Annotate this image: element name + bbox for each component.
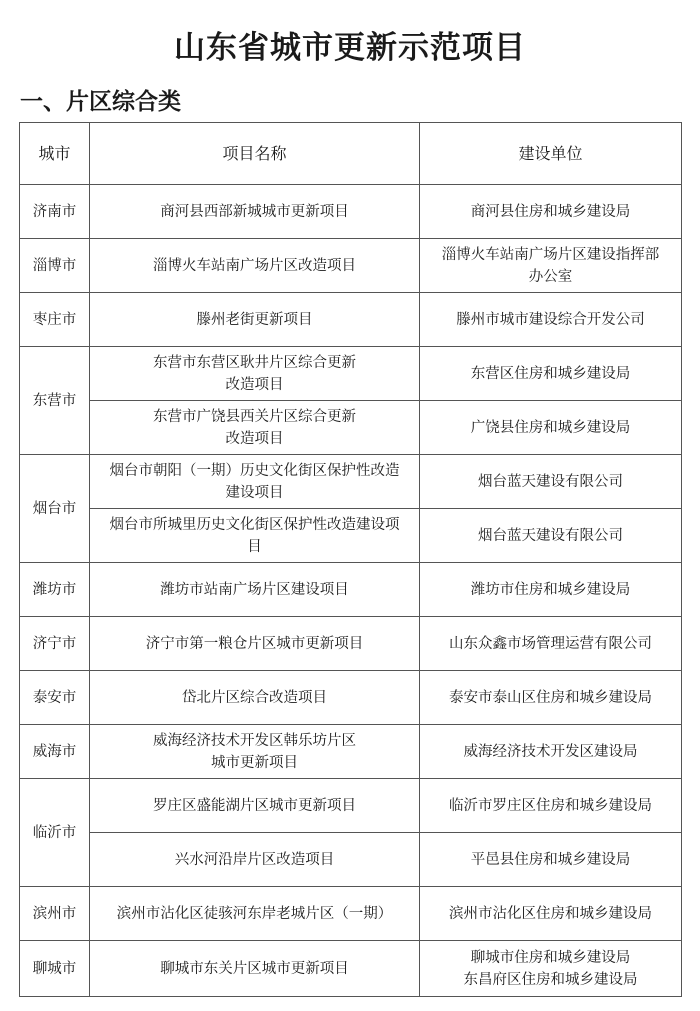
header-project-name: 项目名称	[90, 123, 420, 185]
header-construction-unit: 建设单位	[420, 123, 682, 185]
city-cell: 潍坊市	[20, 563, 90, 617]
construction-unit-cell: 广饶县住房和城乡建设局	[420, 401, 682, 455]
project-name-cell: 潍坊市站南广场片区建设项目	[90, 563, 420, 617]
construction-unit-cell: 东营区住房和城乡建设局	[420, 347, 682, 401]
construction-unit-cell: 淄博火车站南广场片区建设指挥部 办公室	[420, 239, 682, 293]
table-row	[20, 833, 682, 887]
project-name-cell: 烟台市朝阳（一期）历史文化街区保护性改造 建设项目	[90, 455, 420, 509]
table-body	[20, 185, 682, 997]
table-row	[20, 347, 682, 401]
table-row	[20, 239, 682, 293]
project-name-cell: 商河县西部新城城市更新项目	[90, 185, 420, 239]
table-row	[20, 401, 682, 455]
project-name-cell: 罗庄区盛能湖片区城市更新项目	[90, 779, 420, 833]
project-name-cell: 东营市广饶县西关片区综合更新 改造项目	[90, 401, 420, 455]
table-row	[20, 563, 682, 617]
table-row	[20, 887, 682, 941]
table-row	[20, 185, 682, 239]
construction-unit-cell: 聊城市住房和城乡建设局 东昌府区住房和城乡建设局	[420, 941, 682, 997]
construction-unit-cell: 潍坊市住房和城乡建设局	[420, 563, 682, 617]
table-row	[20, 509, 682, 563]
project-name-cell: 烟台市所城里历史文化街区保护性改造建设项 目	[90, 509, 420, 563]
construction-unit-cell: 临沂市罗庄区住房和城乡建设局	[420, 779, 682, 833]
table-row	[20, 455, 682, 509]
project-name-cell: 聊城市东关片区城市更新项目	[90, 941, 420, 997]
city-cell: 东营市	[20, 347, 90, 455]
construction-unit-cell: 烟台蓝天建设有限公司	[420, 455, 682, 509]
city-cell: 滨州市	[20, 887, 90, 941]
project-name-cell: 岱北片区综合改造项目	[90, 671, 420, 725]
section-heading: 一、片区综合类	[20, 89, 181, 115]
city-cell: 临沂市	[20, 779, 90, 887]
construction-unit-cell: 泰安市泰山区住房和城乡建设局	[420, 671, 682, 725]
city-cell: 济宁市	[20, 617, 90, 671]
project-name-cell: 兴水河沿岸片区改造项目	[90, 833, 420, 887]
project-name-cell: 滕州老街更新项目	[90, 293, 420, 347]
project-name-cell: 淄博火车站南广场片区改造项目	[90, 239, 420, 293]
project-name-cell: 滨州市沾化区徒骇河东岸老城片区（一期）	[90, 887, 420, 941]
table-row	[20, 671, 682, 725]
table-row	[20, 293, 682, 347]
city-cell: 聊城市	[20, 941, 90, 997]
table-header-row	[20, 123, 682, 185]
table-row	[20, 725, 682, 779]
project-name-cell: 济宁市第一粮仓片区城市更新项目	[90, 617, 420, 671]
table-row	[20, 617, 682, 671]
construction-unit-cell: 滨州市沾化区住房和城乡建设局	[420, 887, 682, 941]
city-cell: 淄博市	[20, 239, 90, 293]
city-cell: 泰安市	[20, 671, 90, 725]
project-name-cell: 威海经济技术开发区韩乐坊片区 城市更新项目	[90, 725, 420, 779]
header-city: 城市	[20, 123, 90, 185]
construction-unit-cell: 滕州市城市建设综合开发公司	[420, 293, 682, 347]
construction-unit-cell: 威海经济技术开发区建设局	[420, 725, 682, 779]
construction-unit-cell: 平邑县住房和城乡建设局	[420, 833, 682, 887]
construction-unit-cell: 商河县住房和城乡建设局	[420, 185, 682, 239]
project-table	[19, 122, 682, 997]
city-cell: 济南市	[20, 185, 90, 239]
table-row	[20, 779, 682, 833]
construction-unit-cell: 山东众鑫市场管理运营有限公司	[420, 617, 682, 671]
table-row	[20, 941, 682, 997]
document-title: 山东省城市更新示范项目	[174, 30, 526, 66]
city-cell: 威海市	[20, 725, 90, 779]
city-cell: 枣庄市	[20, 293, 90, 347]
city-cell: 烟台市	[20, 455, 90, 563]
construction-unit-cell: 烟台蓝天建设有限公司	[420, 509, 682, 563]
project-name-cell: 东营市东营区耿井片区综合更新 改造项目	[90, 347, 420, 401]
